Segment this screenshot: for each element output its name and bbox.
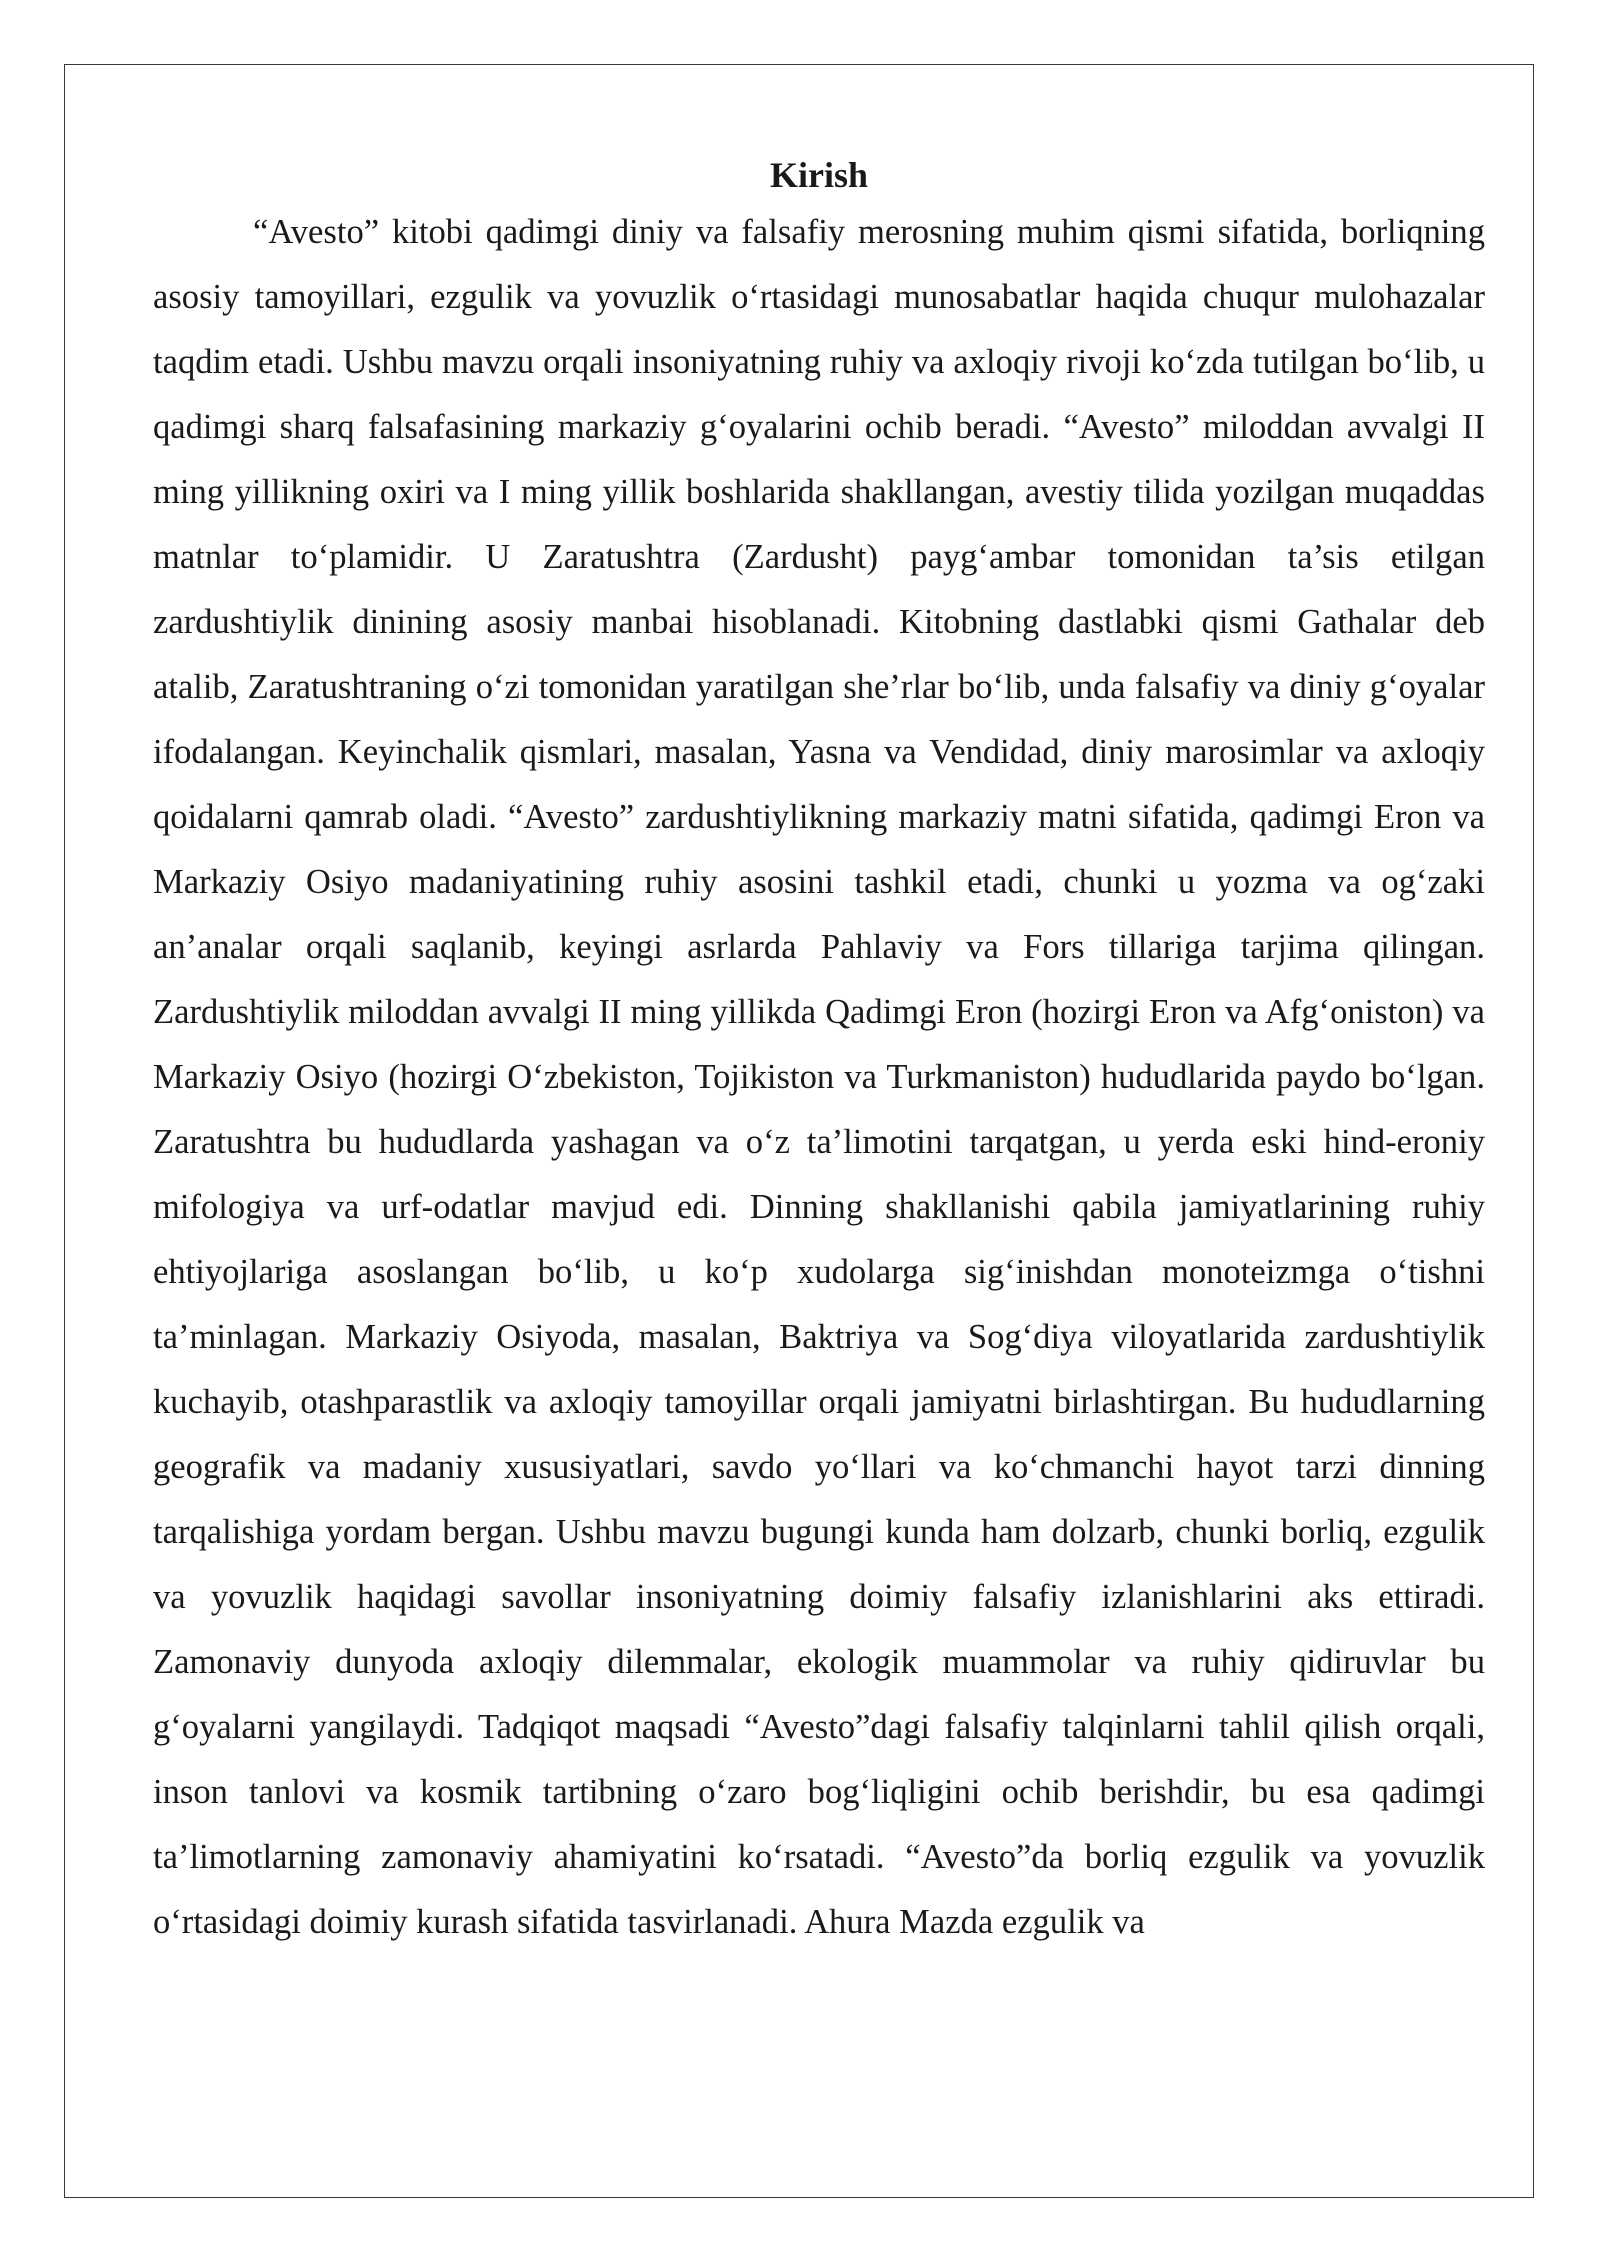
body-paragraph: “Avesto” kitobi qadimgi diniy va falsafiy merosning muhim qismi sifatida, borliqning asosiy tamoyillari, ezgulik va yovuzlik o‘rtasidagi munosabatlar haqida chuqur mulohazalar taqdim etadi. Ushbu mavzu orqali insoniyatning ruhiy va axloqiy rivoji ko‘zda tutilgan bo‘lib, u qadimgi sharq falsafasining markaziy g‘oyalarini ochib beradi. “Avesto” miloddan avvalgi II ming yillikning oxiri va I ming yillik boshlarida shakllangan, avestiy tilida yozilgan muqaddas matnlar to‘plamidir. U Zaratushtra (Zardusht) payg‘ambar tomonidan ta’sis etilgan zardushtiylik dinining asosiy manbai hisoblanadi. Kitobning dastlabki qismi Gathalar deb atalib, Zaratushtraning o‘zi tomonidan yaratilgan she’rlar bo‘lib, unda falsafiy va diniy g‘oyalar ifodalangan. Keyinchalik qismlari, masalan, Yasna va Vendidad, diniy marosimlar va axloqiy qoidalarni qamrab oladi. “Avesto” zardushtiylikning markaziy matni sifatida, qadimgi Eron va Markaziy Osiyo madaniyatining ruhiy asosini tashkil etadi, chunki u yozma va og‘zaki an’analar orqali saqlanib, keyingi asrlarda Pahlaviy va Fors tillariga tarjima qilingan. Zardushtiylik miloddan avvalgi II ming yillikda Qadimgi Eron (hozirgi Eron va Afg‘oniston) va Markaziy Osiyo (hozirgi O‘zbekiston, Tojikiston va Turkmaniston) hududlarida paydo bo‘lgan. Zaratushtra bu hududlarda yashagan va o‘z ta’limotini tarqatgan, u yerda eski hind-eroniy mifologiya va urf-odatlar mavjud edi. Dinning shakllanishi qabila jamiyatlarining ruhiy ehtiyojlariga asoslangan bo‘lib, u ko‘p xudolarga sig‘inishdan monoteizmga o‘tishni ta’minlagan. Markaziy Osiyoda, masalan, Baktriya va Sog‘diya viloyatlarida zardushtiylik kuchayib, otashparastlik va axloqiy tamoyillar orqali jamiyatni birlashtirgan. Bu hududlarning geografik va madaniy xususiyatlari, savdo yo‘llari va ko‘chmanchi hayot tarzi dinning tarqalishiga yordam bergan. Ushbu mavzu bugungi kunda ham dolzarb, chunki borliq, ezgulik va yovuzlik haqidagi savollar insoniyatning doimiy falsafiy izlanishlarini aks ettiradi. Zamonaviy dunyoda axloqiy dilemmalar, ekologik muammolar va ruhiy qidiruvlar bu g‘oyalarni yangilaydi. Tadqiqot maqsadi “Avesto”dagi falsafiy talqinlarni tahlil qilish orqali, inson tanlovi va kosmik tartibning o‘zaro bog‘liqligini ochib berishdir, bu esa qadimgi ta’limotlarning zamonaviy ahamiyatini ko‘rsatadi. “Avesto”da borliq ezgulik va yovuzlik o‘rtasidagi doimiy kurash sifatida tasvirlanadi. Ahura Mazda ezgulik va bbox=[153, 213, 1485, 1941]
page-title: Kirish bbox=[769, 155, 868, 195]
document-body bbox=[153, 150, 1485, 1955]
